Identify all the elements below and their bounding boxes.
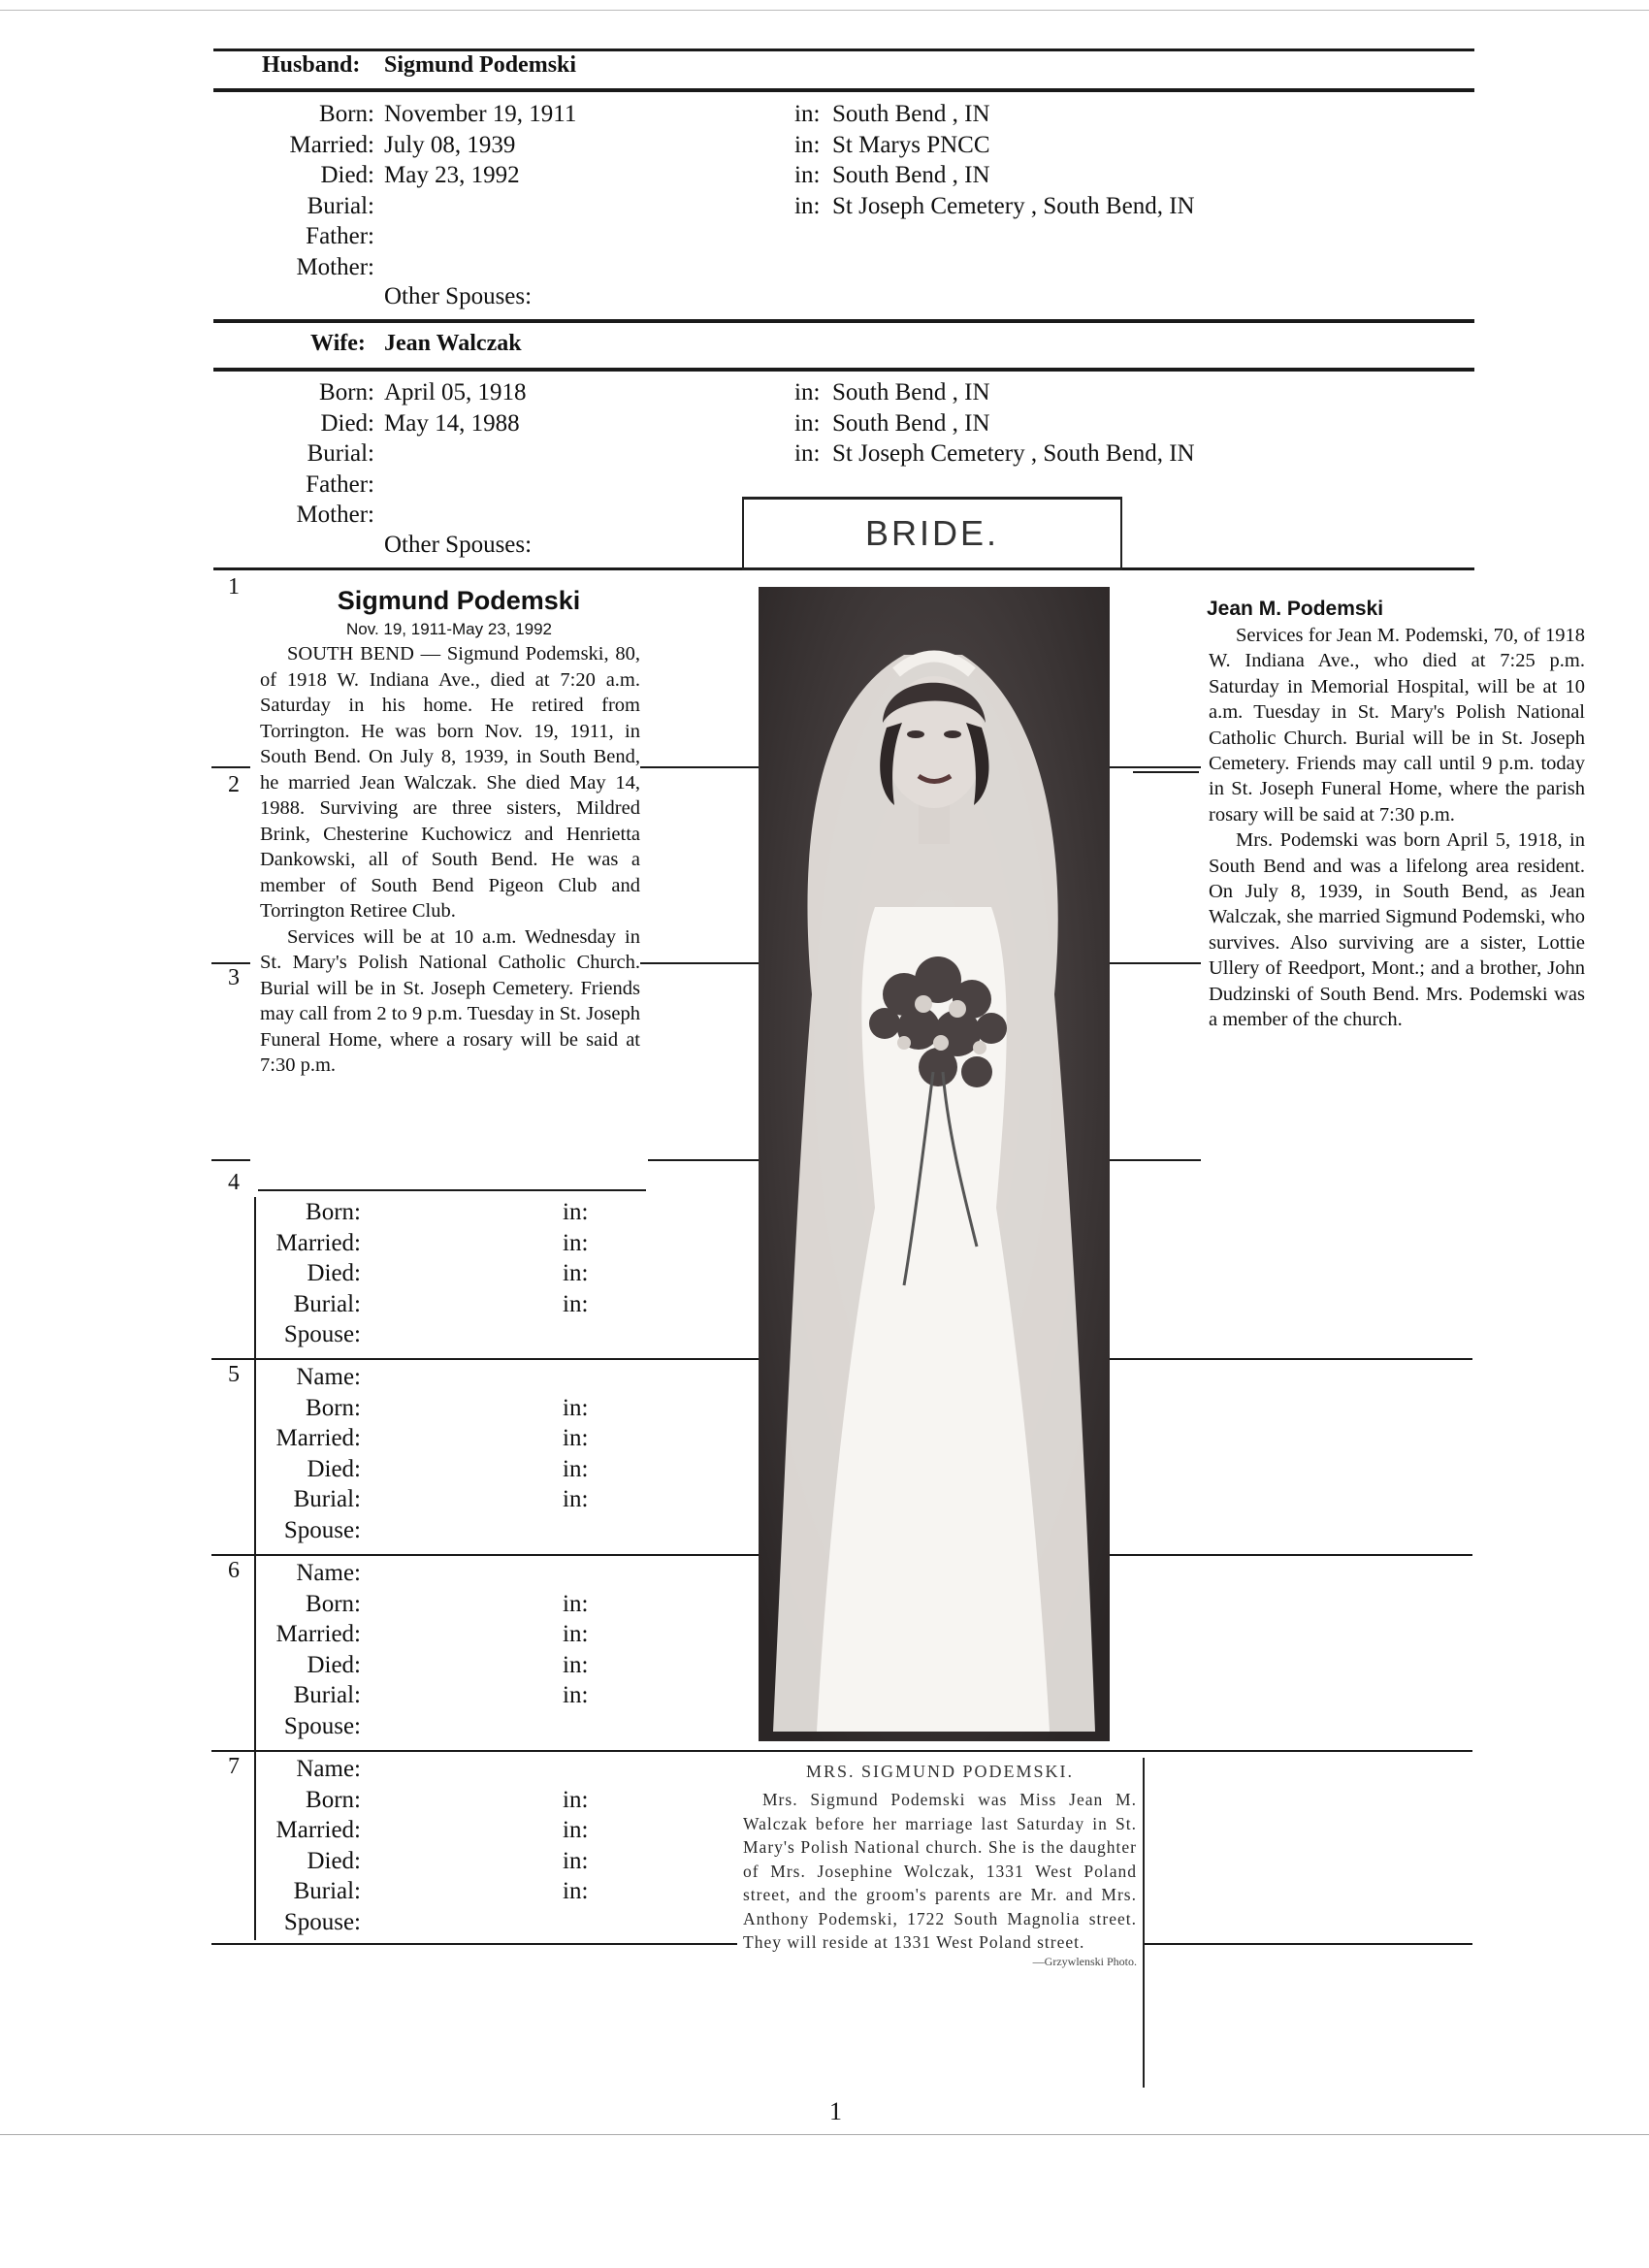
bride-header-box — [742, 497, 1122, 570]
child-field-label: Born: — [306, 1395, 361, 1421]
husband-field-in: in: — [794, 193, 821, 219]
scan-edge-bottom — [0, 2134, 1649, 2135]
obituary-jean — [1201, 594, 1587, 1172]
child-field-in: in: — [563, 1395, 589, 1421]
connector-line — [640, 766, 737, 768]
wife-field-value: April 05, 1918 — [384, 379, 527, 405]
husband-field-in: in: — [794, 101, 821, 127]
husband-field-label: Died: — [320, 162, 374, 188]
wife-field-place: St Joseph Cemetery , South Bend, IN — [832, 440, 1195, 467]
child-field-label: Burial: — [293, 1291, 361, 1317]
child-field-label: Spouse: — [283, 1517, 361, 1543]
child-field-in: in: — [563, 1787, 589, 1813]
husband-name: Sigmund Podemski — [384, 52, 577, 78]
obituary-jean-para1: Services for Jean M. Podemski, 70, of 1918 W. Indiana Ave., who died at 7:25 p.m. Saturday in Memorial Hospital, will be at 10 a.m. Tuesday in St. Mary's Polish National Catholic Church. Burial will be in St. Joseph Cemetery. Friends may call until 9 p.m. today in St. Joseph Funeral Home, where the parish rosary will be said at 7:30 p.m. — [1209, 625, 1585, 826]
child-field-label: Died: — [307, 1848, 361, 1874]
husband-field-in: in: — [794, 132, 821, 158]
child-field-label: Married: — [275, 1230, 361, 1256]
husband-field-place: St Joseph Cemetery , South Bend, IN — [832, 193, 1195, 219]
connector-line — [640, 962, 737, 964]
child-number: 4 — [228, 1170, 240, 1195]
child-field-label: Burial: — [293, 1878, 361, 1904]
bride-caption-clip — [737, 1758, 1145, 2088]
husband-field-label: Burial: — [307, 193, 374, 219]
child-field-in: in: — [563, 1260, 589, 1286]
child-field-label: Name: — [296, 1756, 361, 1782]
child-field-label: Died: — [307, 1456, 361, 1482]
page-number: 1 — [829, 2097, 842, 2125]
husband-field-place: South Bend , IN — [832, 162, 990, 188]
child-field-label: Name: — [296, 1560, 361, 1586]
bride-header: BRIDE. — [864, 513, 1000, 553]
child-field-label: Spouse: — [283, 1713, 361, 1739]
scan-edge-top — [0, 10, 1649, 11]
wife-field-label: Burial: — [307, 440, 374, 467]
husband-field-in: in: — [794, 162, 821, 188]
wife-label: Wife: — [310, 331, 366, 356]
child-field-label: Spouse: — [283, 1909, 361, 1935]
husband-top-rule — [213, 49, 1474, 51]
child-field-label: Married: — [275, 1817, 361, 1843]
child-number: 6 — [228, 1558, 240, 1583]
wife-other-spouses: Other Spouses: — [384, 532, 533, 558]
husband-header-rule — [213, 88, 1474, 92]
child-field-label: Burial: — [293, 1682, 361, 1708]
child-field-label: Married: — [275, 1621, 361, 1647]
obituary-sigmund — [250, 580, 648, 1197]
child-field-in: in: — [563, 1817, 589, 1843]
child-field-label: Died: — [307, 1260, 361, 1286]
child-field-in: in: — [563, 1486, 589, 1512]
husband-field-label: Born: — [319, 101, 374, 127]
husband-other-spouses: Other Spouses: — [384, 283, 533, 309]
child-number: 5 — [228, 1362, 240, 1387]
husband-label: Husband: — [262, 52, 361, 78]
bride-figure — [759, 587, 1110, 1741]
connector-line — [1133, 962, 1199, 964]
husband-field-place: St Marys PNCC — [832, 132, 990, 158]
child-field-label: Spouse: — [283, 1321, 361, 1347]
child-field-in: in: — [563, 1291, 589, 1317]
child-number: 2 — [228, 772, 240, 797]
obituary-sigmund-bottom-rule — [258, 1189, 646, 1191]
child-field-in: in: — [563, 1199, 589, 1225]
child-number: 3 — [228, 965, 240, 990]
child-field-in: in: — [563, 1591, 589, 1617]
husband-field-label: Married: — [289, 132, 374, 158]
connector-line — [1133, 1159, 1199, 1161]
wife-field-place: South Bend , IN — [832, 410, 990, 437]
bride-photo — [759, 587, 1110, 1741]
wife-field-in: in: — [794, 410, 821, 437]
wife-name: Jean Walczak — [384, 331, 522, 356]
wife-field-in: in: — [794, 440, 821, 467]
husband-field-place: South Bend , IN — [832, 101, 990, 127]
child-number: 7 — [228, 1754, 240, 1779]
obituary-sigmund-para1: SOUTH BEND — Sigmund Podemski, 80, of 1918 W. Indiana Ave., died at 7:20 a.m. Saturday in his home. He retired from Torrington. He was born Nov. 19, 1911, in South Bend. On July 8, 1939, in South Bend, he married Jean Walczak. She died May 14, 1988. Surviving are three sisters, Mildred Brink, Chesterine Kuchowicz and Henrietta Dankowski, all of South Bend. He was a member of South Bend Pigeon Club and Torrington Retiree Club. — [260, 643, 640, 922]
child-field-label: Born: — [306, 1199, 361, 1225]
wife-field-label: Born: — [319, 379, 374, 405]
child-field-label: Burial: — [293, 1486, 361, 1512]
bride-photo-credit: —Grzywlenski Photo. — [1032, 1954, 1137, 1968]
child-field-in: in: — [563, 1425, 589, 1451]
husband-field-value: May 23, 1992 — [384, 162, 520, 188]
obituary-sigmund-dates: Nov. 19, 1911-May 23, 1992 — [345, 620, 552, 638]
wife-field-label: Died: — [320, 410, 374, 437]
child-field-in: in: — [563, 1230, 589, 1256]
wife-field-label: Mother: — [296, 502, 374, 528]
child-field-label: Born: — [306, 1591, 361, 1617]
connector-line — [1133, 771, 1199, 773]
obituary-jean-para2: Mrs. Podemski was born April 5, 1918, in South Bend and was a lifelong area resident. On July 8, 1939, in South Bend, as Jean Walczak, she married Sigmund Podemski, who survives. Also surviving are a sister, Lottie Ullery of Reedport, Mont.; and a brother, John Dudzinski of South Bend. Mrs. Podemski was a member of the church. — [1209, 829, 1585, 1031]
child-field-label: Died: — [307, 1652, 361, 1678]
child-divider — [211, 1750, 1472, 1752]
husband-field-label: Mother: — [296, 254, 374, 280]
obituary-jean-title: Jean M. Podemski — [1207, 598, 1384, 620]
obituary-sigmund-title: Sigmund Podemski — [337, 586, 581, 615]
child-field-in: in: — [563, 1848, 589, 1874]
obituary-sigmund-para2: Services will be at 10 a.m. Wednesday in St. Mary's Polish National Catholic Church. Burial will be in St. Joseph Cemetery. Friends may call from 2 to 9 p.m. Tuesday in St. Joseph Funeral Home, where a rosary will be said at 7:30 p.m. — [260, 925, 640, 1076]
wife-header-rule — [213, 368, 1474, 372]
child-number: 1 — [228, 574, 240, 599]
wife-field-label: Father: — [306, 471, 374, 498]
wife-field-place: South Bend , IN — [832, 379, 990, 405]
child-field-label: Born: — [306, 1787, 361, 1813]
child-field-label: Married: — [275, 1425, 361, 1451]
wife-field-in: in: — [794, 379, 821, 405]
child-field-in: in: — [563, 1652, 589, 1678]
child-field-in: in: — [563, 1682, 589, 1708]
husband-field-value: July 08, 1939 — [384, 132, 516, 158]
bride-caption-text: Mrs. Sigmund Podemski was Miss Jean M. Walczak before her marriage last Saturday in St. Mary's Polish National church. She is the daughter of Mrs. Josephine Wolczak, 1331 West Poland street, and the groom's parents are Mr. and Mrs. Anthony Podemski, 1722 South Magnolia street. They will reside at 1331 West Poland street. — [743, 1790, 1137, 1952]
wife-field-value: May 14, 1988 — [384, 410, 520, 437]
husband-field-value: November 19, 1911 — [384, 101, 577, 127]
child-field-in: in: — [563, 1878, 589, 1904]
husband-field-label: Father: — [306, 223, 374, 249]
child-field-in: in: — [563, 1456, 589, 1482]
child-field-in: in: — [563, 1621, 589, 1647]
husband-bottom-rule — [213, 319, 1474, 323]
bride-caption-title: MRS. SIGMUND PODEMSKI. — [805, 1762, 1075, 1781]
child-field-label: Name: — [296, 1364, 361, 1390]
